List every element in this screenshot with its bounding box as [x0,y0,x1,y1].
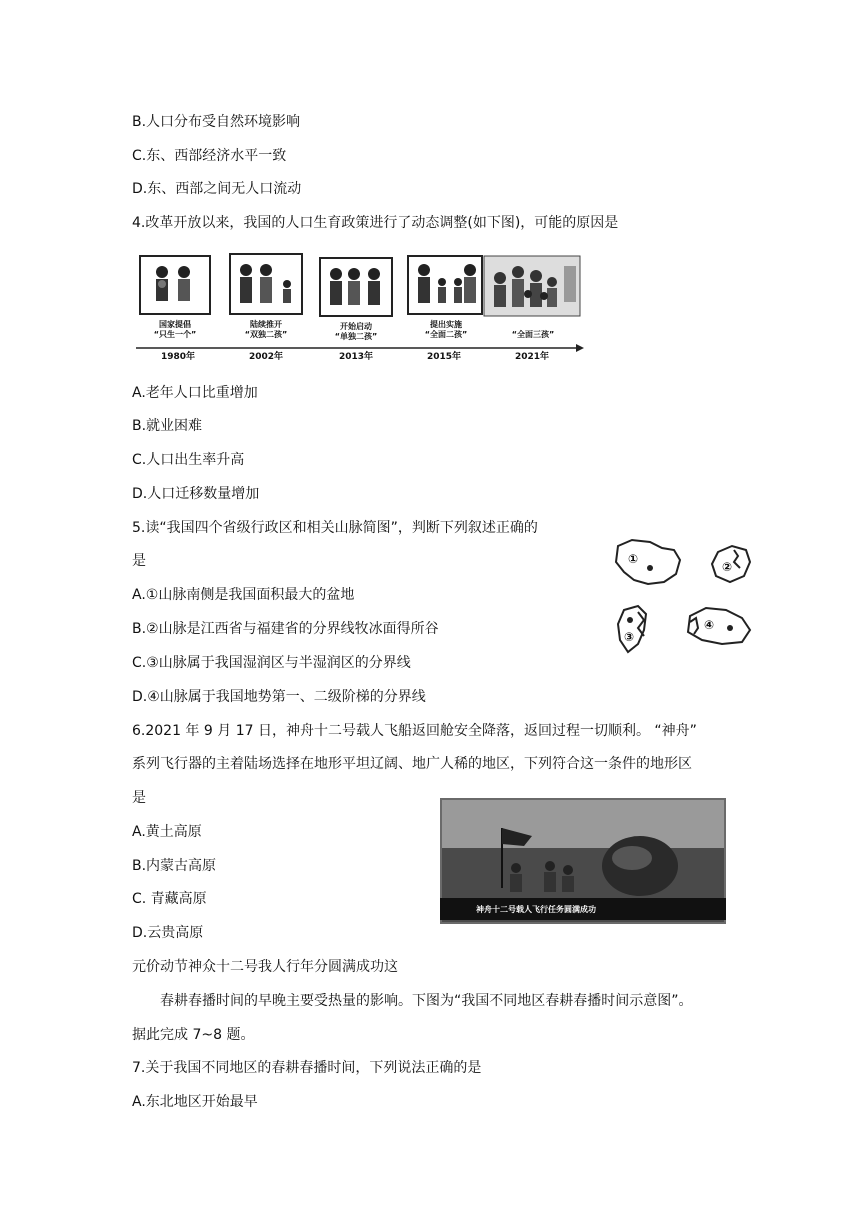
q4-option-d: D.人口迁移数量增加 [132,486,260,502]
q5-option-d: D.④山脉属于我国地势第一、二级阶梯的分界线 [132,689,426,705]
timeline-policy-1980: 国家提倡 “只生一个” [153,320,197,339]
q6-stem-line3: 是 [132,790,146,806]
q6-option-d: D.云贵高原 [132,925,204,941]
q4-option-b: B.就业困难 [132,418,203,434]
map-label-4: ④ [704,618,715,632]
landing-photo-caption: 神舟十二号载人飞行任务圆满成功 [476,905,596,914]
timeline-policy-2015: 提出实施 “全面二孩” [424,320,468,339]
timeline-year-1980: 1980年 [160,352,196,362]
q6-option-b: B.内蒙古高原 [132,858,217,874]
policy-timeline-figure [132,250,584,368]
q5-option-c: C.③山脉属于我国湿润区与半湿润区的分界线 [132,655,411,671]
landing-photo [440,798,726,924]
timeline-year-2015: 2015年 [426,352,462,362]
timeline-year-2002: 2002年 [248,352,284,362]
q4-stem: 4.改革开放以来，我国的人口生育政策进行了动态调整(如下图)，可能的原因是 [132,215,619,231]
q7-stem: 7.关于我国不同地区的春耕春播时间，下列说法正确的是 [132,1060,482,1076]
q7-option-a: A.东北地区开始最早 [132,1094,258,1110]
map-label-1: ① [628,552,639,566]
q3-option-d: D.东、西部之间无人口流动 [132,181,302,197]
q6-extra-line: 元价动节神众十二号我人行年分圆满成功这 [132,959,398,975]
q3-option-b: B.人口分布受自然环境影响 [132,114,301,130]
q4-option-c: C.人口出生率升高 [132,452,245,468]
timeline-policy-2002: 陆续推开 “双独二孩” [244,320,288,339]
q6-stem-line1: 6.2021 年 9 月 17 日，神舟十二号载人飞船返回舱安全降落，返回过程一切顺利。 “神舟” [132,723,697,739]
timeline-year-2013: 2013年 [338,352,374,362]
policy-timeline-illustration [132,250,584,368]
q3-option-c: C.东、西部经济水平一致 [132,148,287,164]
q78-intro-line2: 据此完成 7~8 题。 [132,1027,255,1043]
q5-option-a: A.①山脉南侧是我国面积最大的盆地 [132,587,355,603]
map-label-3: ③ [624,630,635,644]
q4-option-a: A.老年人口比重增加 [132,385,258,401]
q5-option-b: B.②山脉是江西省与福建省的分界线牧冰面得所谷 [132,621,439,637]
timeline-policy-2021: “全面三孩” [511,330,555,339]
province-mountain-map [610,536,760,660]
timeline-year-2021: 2021年 [514,352,550,362]
q5-stem-line2: 是 [132,553,146,569]
q6-option-c: C. 青藏高原 [132,891,207,907]
q6-stem-line2: 系列飞行器的主着陆场选择在地形平坦辽阔、地广人稀的地区，下列符合这一条件的地形区 [132,756,692,772]
q6-option-a: A.黄土高原 [132,824,202,840]
timeline-policy-2013: 开始启动 “单独二孩” [334,322,378,341]
q78-intro-line1: 春耕春播时间的早晚主要受热量的影响。下图为“我国不同地区春耕春播时间示意图”。 [160,993,693,1009]
map-label-2: ② [722,560,733,574]
q5-stem-line1: 5.读“我国四个省级行政区和相关山脉简图”，判断下列叙述正确的 [132,520,538,536]
